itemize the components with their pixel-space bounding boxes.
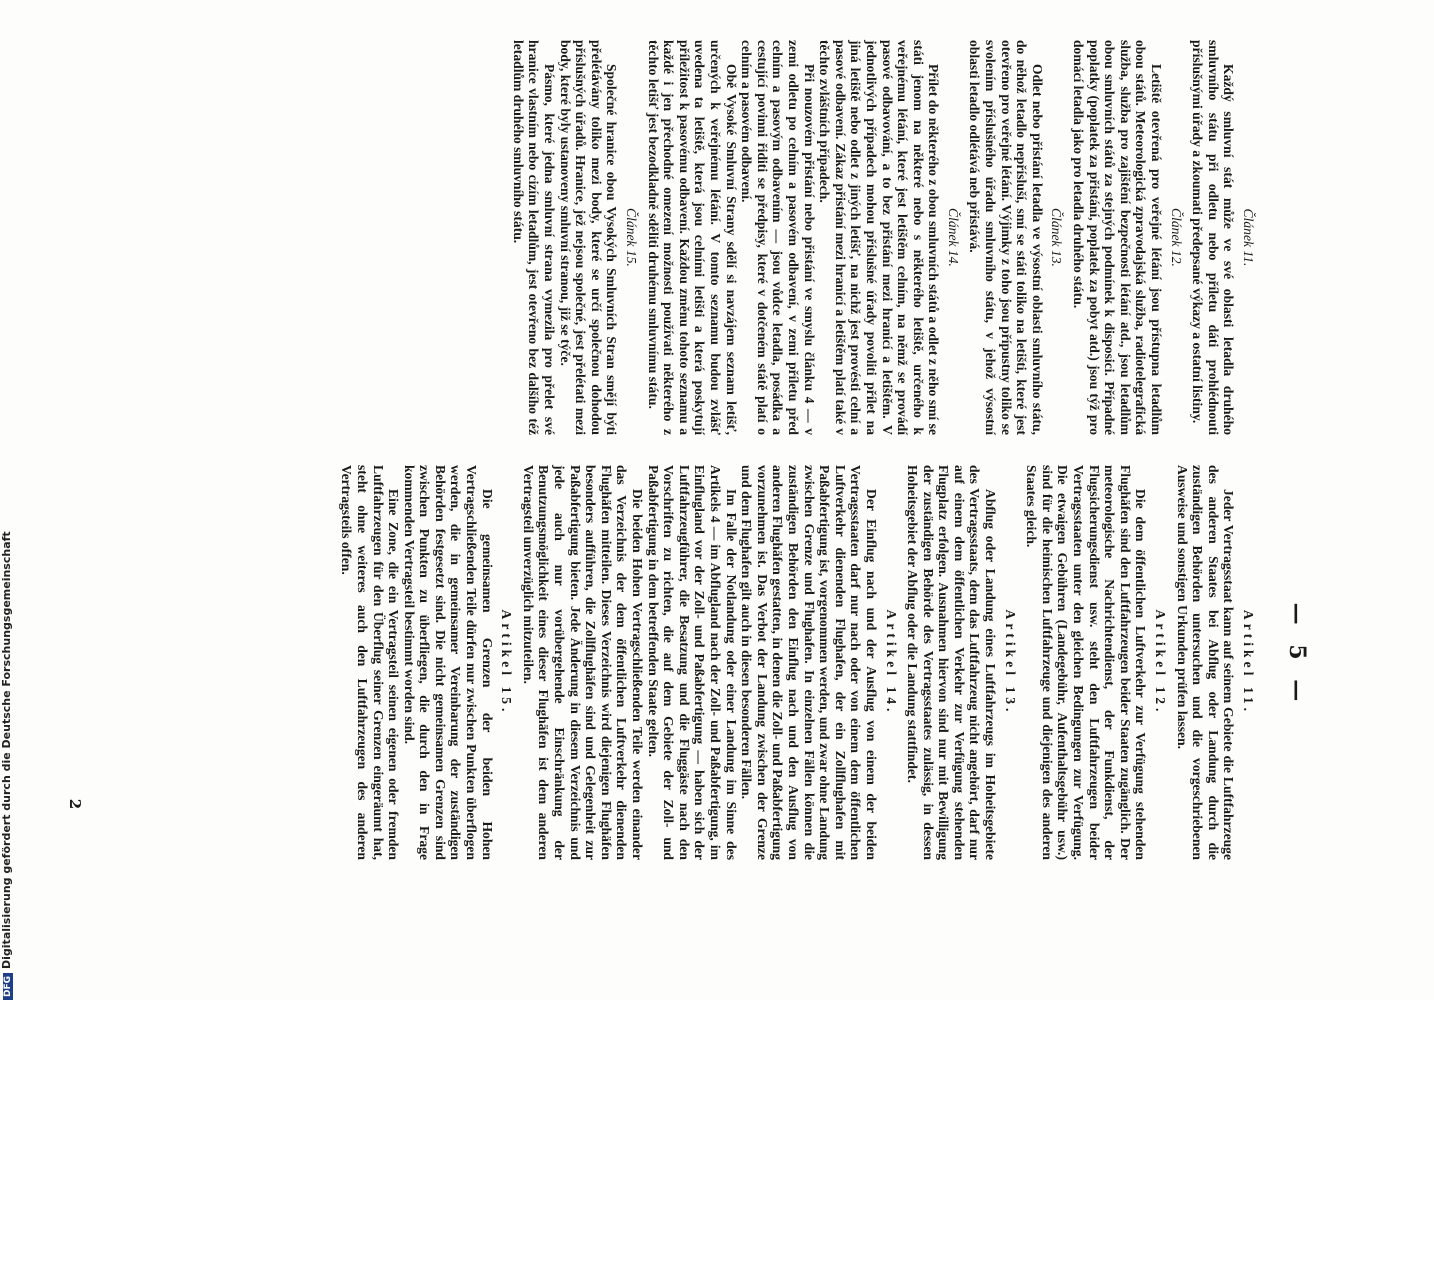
article-text: Obě Vysoké Smluvní Strany sdělí si navzájem seznam letišť, určených k veřejnému létání. V tomto seznamu budou zvlášť uvedena ta letiště, která jsou celními letišti a která poskytují příležitost k pasovému odbavení. Každou změnu tohoto seznamu a každé i jen přechodné omezení možnosti používati některého z těchto letišť jest bezodkladně sděliti druhému smluvnímu státu. [645, 40, 739, 435]
digitization-note [0, 531, 13, 1000]
article-text: Každý smluvní stát může ve své oblasti letadla druhého smluvního státu při odletu nebo příletu dáti prohlédnouti příslušnými úřady a zkoumati předepsané výkazy a ostatní listiny. [1190, 40, 1237, 435]
article-heading: Artikel 11. [1241, 609, 1256, 716]
article-heading: Artikel 12. [1153, 609, 1169, 716]
german-column [339, 465, 1262, 860]
article-text: Der Einflug nach und der Ausflug von einem der beiden Vertragsstaaten darf nur nach oder von einem dem öffentlichen Luftverkehr dienenden Flughafen, der ein Zollflughafen mit Paßabfertigung ist, vorgenommen werden, und zwar ohne Landung zwischen Grenze und Flughafen. In einzelnen Fällen können die zuständigen Behörden den Einflug nach und den Ausflug von anderen Flughäfen gestatten, in denen die Zoll- und Paßabfertigung vorzunehmen ist. Das Verbot der Landung zwischen der Grenze und dem Flughafen gilt auch in diesen besonderen Fällen. [739, 465, 879, 860]
article-text: Pásmo, které jedna smluvní strana vymezila pro přelet své hranice vlastním nebo cizím letadlům, jest otevřeno bez dalšího též letadlům druhého smluvního státu. [510, 40, 558, 435]
article-text: Im Falle der Notlandung oder einer Landung im Sinne des Artikels 4 — im Abflugland nach der Zoll- und Paßabfertigung, im Einflugland vor der Zoll- und Paßabfertigung — haben sich der Luftfahrzeugführer, die Besatzung und die Fluggäste nach den Vorschriften zu richten, die auf dem Gebiete der Zoll- und Paßabfertigung in dem betreffenden Staate gelten. [645, 465, 739, 860]
article-text: Odlet nebo přistání letadla ve výsostní oblasti smluvního státu, do něhož letadlo nepřísluší, smí se státi toliko na letišti, které jest otevřeno pro veřejné létání. Výjimky z toho jsou přípustny toliko se svolením příslušného úřadu smluvního státu, v jehož výsostní oblasti letadlo odlétává neb přistává. [967, 40, 1045, 435]
article-text: Společné hranice obou Vysokých Smluvních Stran smějí býti přelétávány toliko mezi body, které se určí společnou dohodou příslušných úřadů. Hranice, jež nejsou společné, jest přelétati mezi body, které byly ustanoveny smluvní stranou, již se týče. [557, 40, 620, 435]
article-text: Eine Zone, die ein Vertragsteil seinen eigenen oder fremden Luftfahrzeugen für den Überflug seiner Grenzen eingeräumt hat, steht ohne weiteres auch den Luftfahrzeugen des anderen Vertragsteils offen. [339, 465, 402, 860]
digitization-note-text: Digitalisierung gefördert durch die Deutsche Forschungsgemeinschaft [0, 531, 13, 969]
article-heading: Článek 13. [1049, 208, 1065, 267]
article-heading: Artikel 14. [883, 609, 899, 716]
article-heading: Artikel 15. [499, 609, 515, 716]
article-heading: Článek 14. [945, 208, 961, 267]
article-text: Die gemeinsamen Grenzen der beiden Hohen Vertragschließenden Teile dürfen nur zwischen Punkten überflogen werden, die in gemeinsamer Vereinbarung der zuständigen Behörden festgesetzt sind. Die nicht gemeinsamen Grenzen sind zwischen Punkten zu überfliegen, die durch den in Frage kommenden Vertragsteil bestimmt worden sind. [401, 465, 495, 860]
czech-column [510, 40, 1262, 435]
page-number-header: — 5 — [1284, 602, 1310, 708]
article-text: Jeder Vertragsstaat kann auf seinem Gebiete die Luftfahrzeuge des anderen Staates bei Abflug oder Landung durch die zuständigen Behörden untersuchen und die vorgeschriebenen Ausweise und sonstigen Urkunden prüfen lassen. [1174, 465, 1237, 860]
article-text: Při nouzovém přistání nebo přistání ve smyslu článku 4 — v zemi odletu po celním a pasovém odbavení, v zemi příletu před celním a pasovým odbavením — jsou vůdce letadla, posádka a cestující povinni řiditi se předpisy, které v dotčeném státě platí o celním a pasovém odbavení. [739, 40, 817, 435]
article-text: Přílet do některého z obou smluvních států a odlet z něho smí se státi jenom na některé nebo s některého letiště, určeného k veřejnému létání, které jest letištěm celním, na němž se provádí pasové odbavování, a to bez přistání mezi hranicí a letištěm. V jednotlivých případech mohou příslušné úřady povoliti přílet na jiná letiště nebo odlet z jiných letišť, na nichž jest provésti celní a pasové odbavení. Zákaz přistání mezi hranicí a letištěm platí také v těchto zvláštních případech. [817, 40, 942, 435]
dfg-logo: DFG [3, 973, 13, 1000]
article-heading: Článek 11. [1241, 208, 1256, 267]
sheet-number: 2 [66, 798, 84, 810]
article-text: Letiště otevřená pro veřejné létání jsou přístupna letadlům obou států. Meteorologická zpravodajská služba, radiotelegrafická služba, služba pro zajištění bezpečnosti létání atd., jsou letadlům obou smluvních států za stejných podmínek k disposici. Případné poplatky (poplatek za přistání, poplatek za pobyt atd.) jsou týž pro domácí letadla jako pro letadla druhého státu. [1071, 40, 1165, 435]
article-text: Abflug oder Landung eines Luftfahrzeugs im Hoheitsgebiete des Vertragsstaats, dem das Luftfahrzeug nicht angehört, darf nur auf einem dem öffentlichen Verkehr zur Verfügung stehenden Flugplatz erfolgen. Ausnahmen hiervon sind nur mit Bewilligung der zuständigen Behörde des Vertragsstaates zulässig, in dessen Hoheitsgebiet der Abflug oder die Landung stattfindet. [905, 465, 999, 860]
rotated-page-content [80, 40, 1310, 960]
article-heading: Článek 15. [624, 208, 640, 267]
article-heading: Artikel 13. [1002, 609, 1018, 716]
article-text: Die dem öffentlichen Luftverkehr zur Verfügung stehenden Flughäfen sind den Luftfahrzeugen beider Staaten zugänglich. Der meteorologische Nachrichtendienst, der Funkdienst, der Flugsicherungsdienst usw. steht den Luftfahrzeugen beider Vertragsstaaten unter den gleichen Bedingungen zur Verfügung. Die etwaigen Gebühren (Landegebühr, Aufenthaltsgebühr usw.) sind für die heimischen Luftfahrzeuge und diejenigen des anderen Staates gleich. [1024, 465, 1149, 860]
article-heading: Článek 12. [1168, 208, 1184, 267]
article-text: Die beiden Hohen Vertragschließenden Teile werden einander das Verzeichnis der dem öffentlichen Luftverkehr dienenden Flughäfen mitteilen. Dieses Verzeichnis wird diejenigen Flughäfen besonders aufführen, die Zollflughäfen sind und Gelegenheit zur Paßabfertigung bieten. Jede Änderung in diesem Verzeichnis und jede auch nur vorübergehende Einschränkung der Benutzungsmöglichkeit eines dieser Flughäfen ist dem anderen Vertragsteil unverzüglich mitzuteilen. [520, 465, 646, 860]
